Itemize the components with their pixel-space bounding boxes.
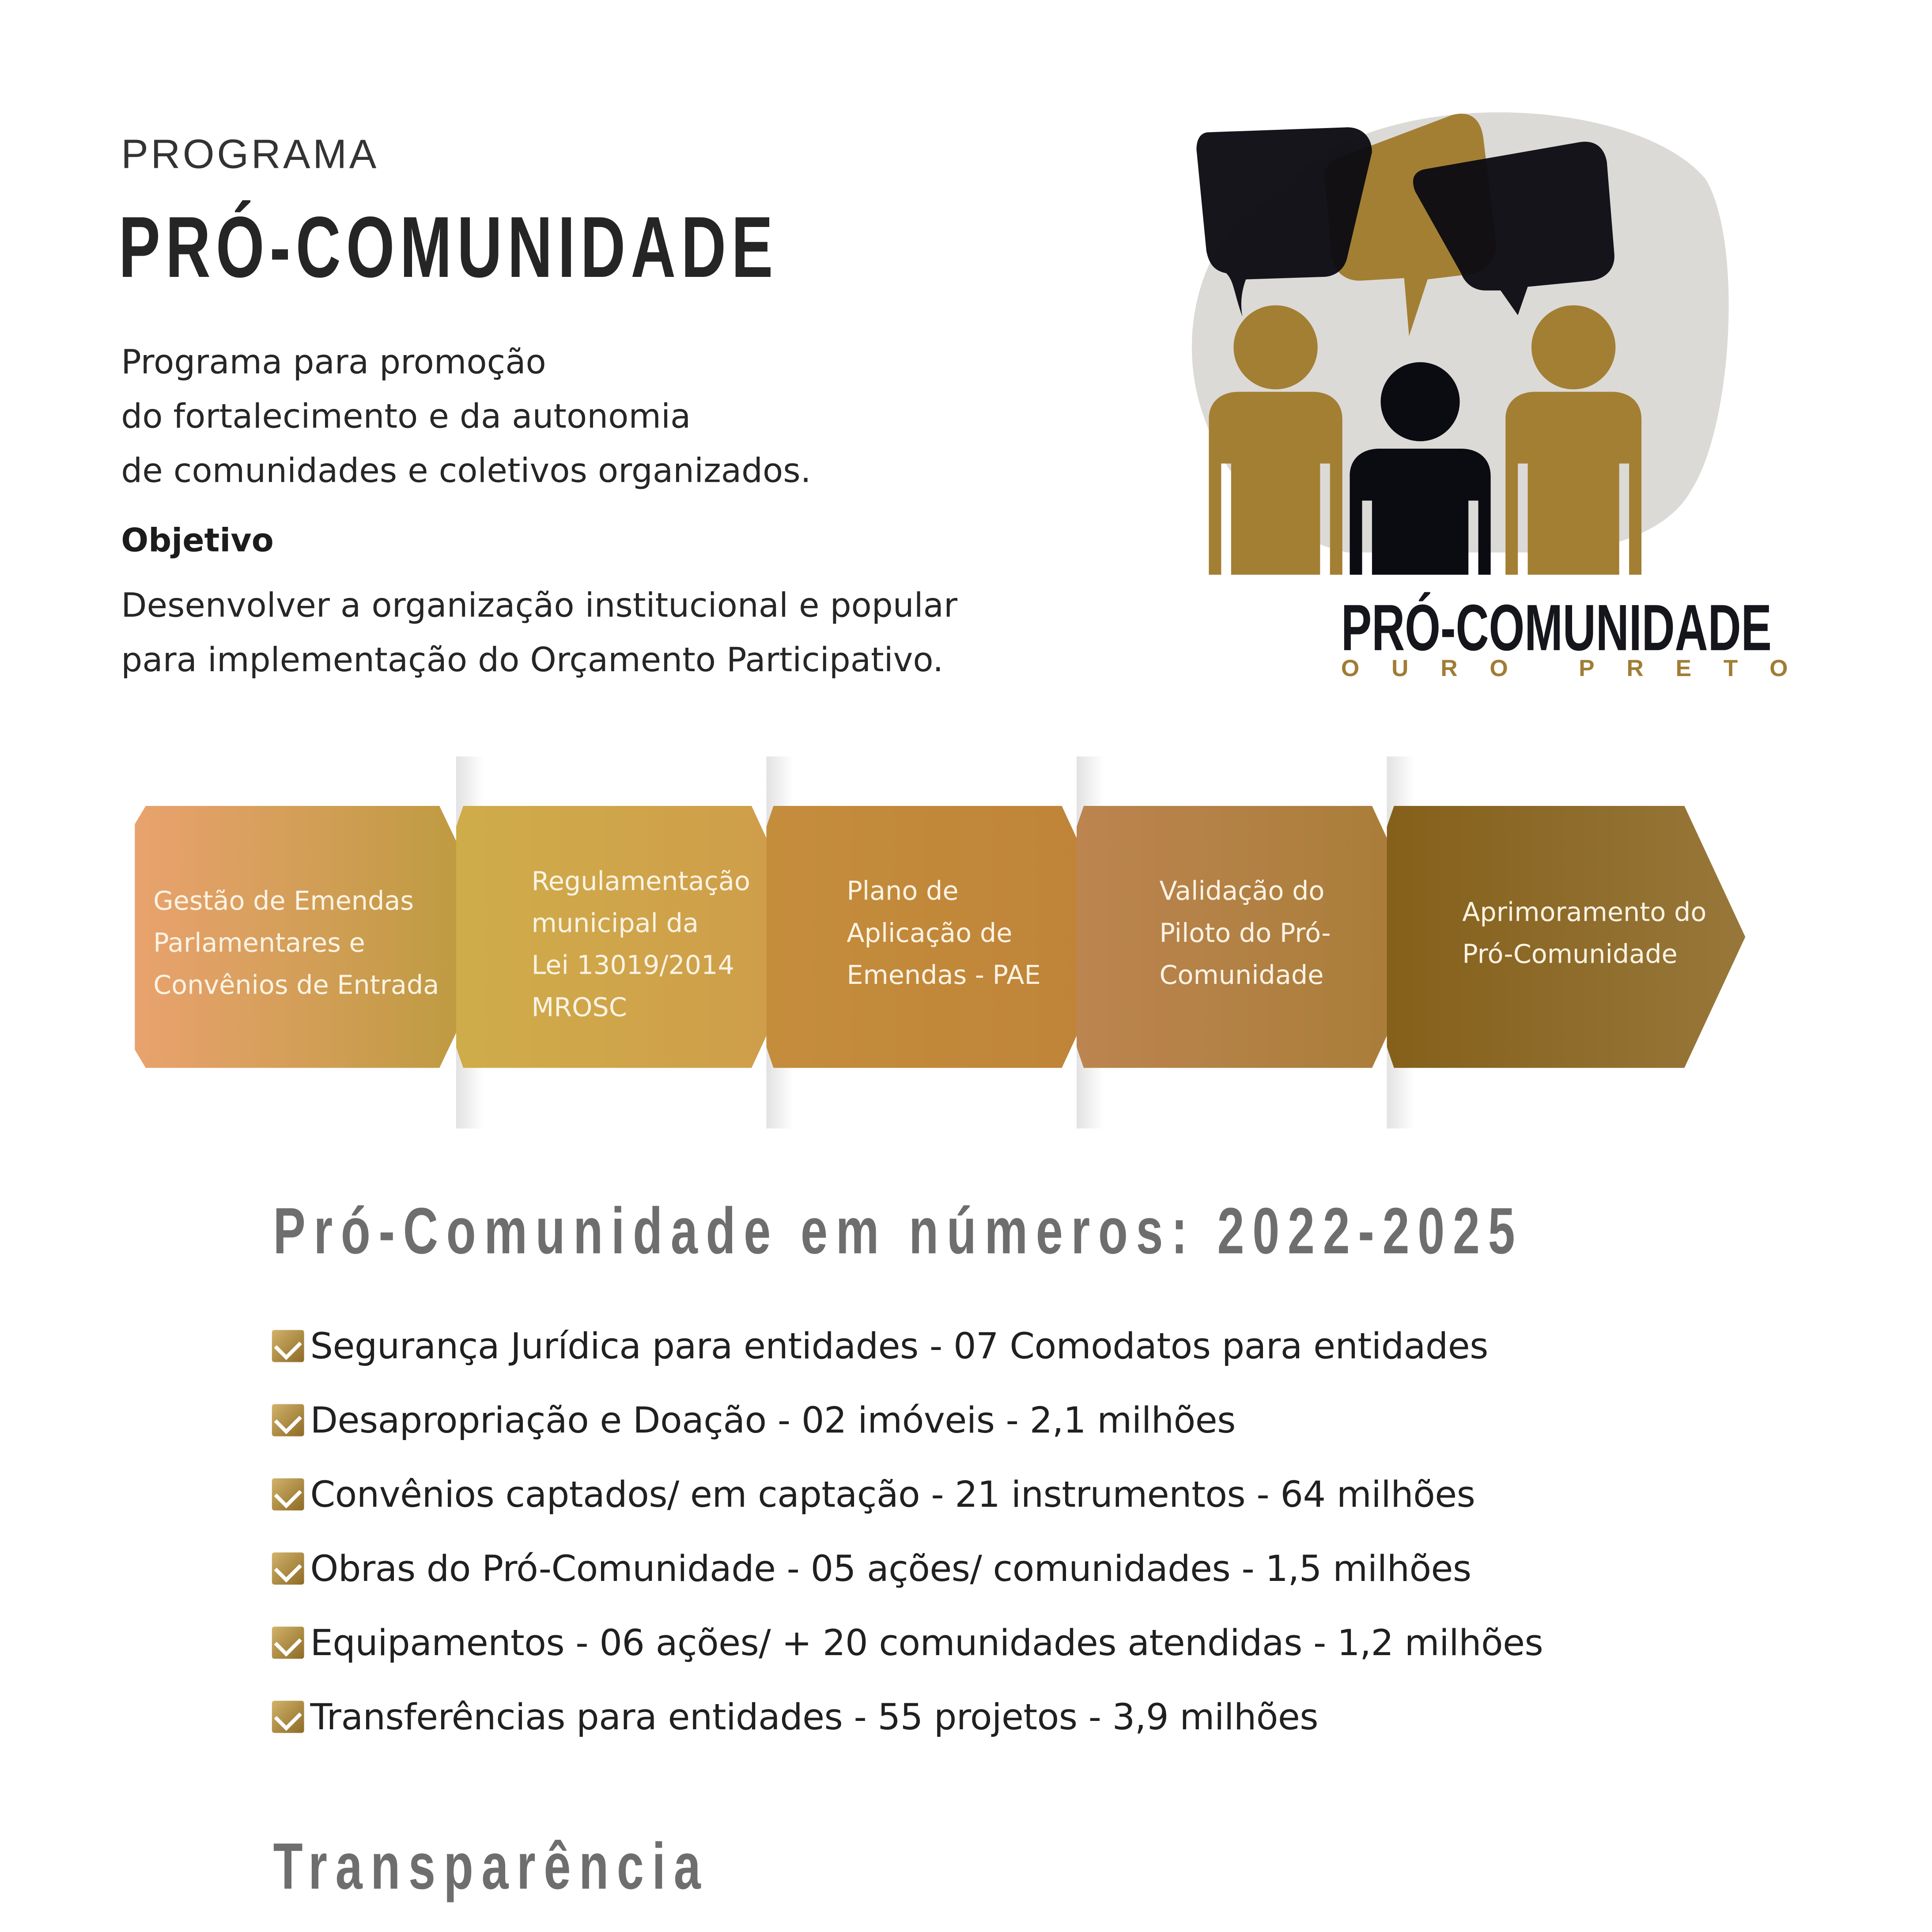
checkbox-checked-icon	[272, 1626, 304, 1659]
description-line: Programa para promoção	[121, 344, 546, 382]
stats-title: Pró-Comunidade em números: 2022-2025	[273, 1195, 1524, 1268]
stat-item: Transferências para entidades - 55 projetos - 3,9 milhões	[272, 1680, 1543, 1754]
pro-comunidade-logo	[1162, 105, 1755, 600]
checkbox-checked-icon	[272, 1404, 304, 1437]
stat-item: Convênios captados/ em captação - 21 instrumentos - 64 milhões	[272, 1457, 1543, 1531]
stat-item: Equipamentos - 06 ações/ + 20 comunidades atendidas - 1,2 milhões	[272, 1606, 1543, 1680]
objective-text	[121, 580, 957, 688]
program-description	[121, 336, 1011, 499]
checkbox-checked-icon	[272, 1553, 304, 1585]
transparency-title: Transparência	[273, 1830, 709, 1904]
checkbox-checked-icon	[272, 1701, 304, 1733]
objective-line: Desenvolver a organização institucional e popular	[121, 587, 958, 626]
logo-name: PRÓ-COMUNIDADE	[1341, 592, 1772, 665]
objective-line: para implementação do Orçamento Participativo.	[121, 641, 944, 680]
page-title: PRÓ-COMUNIDADE	[118, 199, 779, 295]
process-flow	[0, 756, 1932, 1134]
process-step-label: Validação do Piloto do Pró- Comunidade	[1159, 876, 1331, 990]
stat-item: Obras do Pró-Comunidade - 05 ações/ comunidades - 1,5 milhões	[272, 1531, 1543, 1606]
description-line: de comunidades e coletivos organizados.	[121, 452, 811, 491]
checkbox-checked-icon	[272, 1478, 304, 1511]
checkbox-checked-icon	[272, 1330, 304, 1362]
stats-list	[272, 1309, 1543, 1754]
process-step-label: Aprimoramento do Pró-Comunidade	[1462, 897, 1707, 969]
stat-item: Segurança Jurídica para entidades - 07 Comodatos para entidades	[272, 1309, 1543, 1383]
process-step-label: Gestão de Emendas Parlamentares e Convênios de Entrada	[153, 886, 439, 1000]
stat-item: Desapropriação e Doação - 02 imóveis - 2,1 milhões	[272, 1383, 1543, 1457]
objective-heading: Objetivo	[121, 522, 274, 560]
process-step-label: Plano de Aplicação de Emendas - PAE	[847, 876, 1041, 990]
logo-subtitle: OURO PRETO	[1341, 656, 1820, 683]
program-kicker: PROGRAMA	[121, 131, 379, 177]
description-line: do fortalecimento e da autonomia	[121, 398, 691, 437]
process-step-label: Regulamentação municipal da Lei 13019/2014 MROSC	[531, 866, 750, 1022]
